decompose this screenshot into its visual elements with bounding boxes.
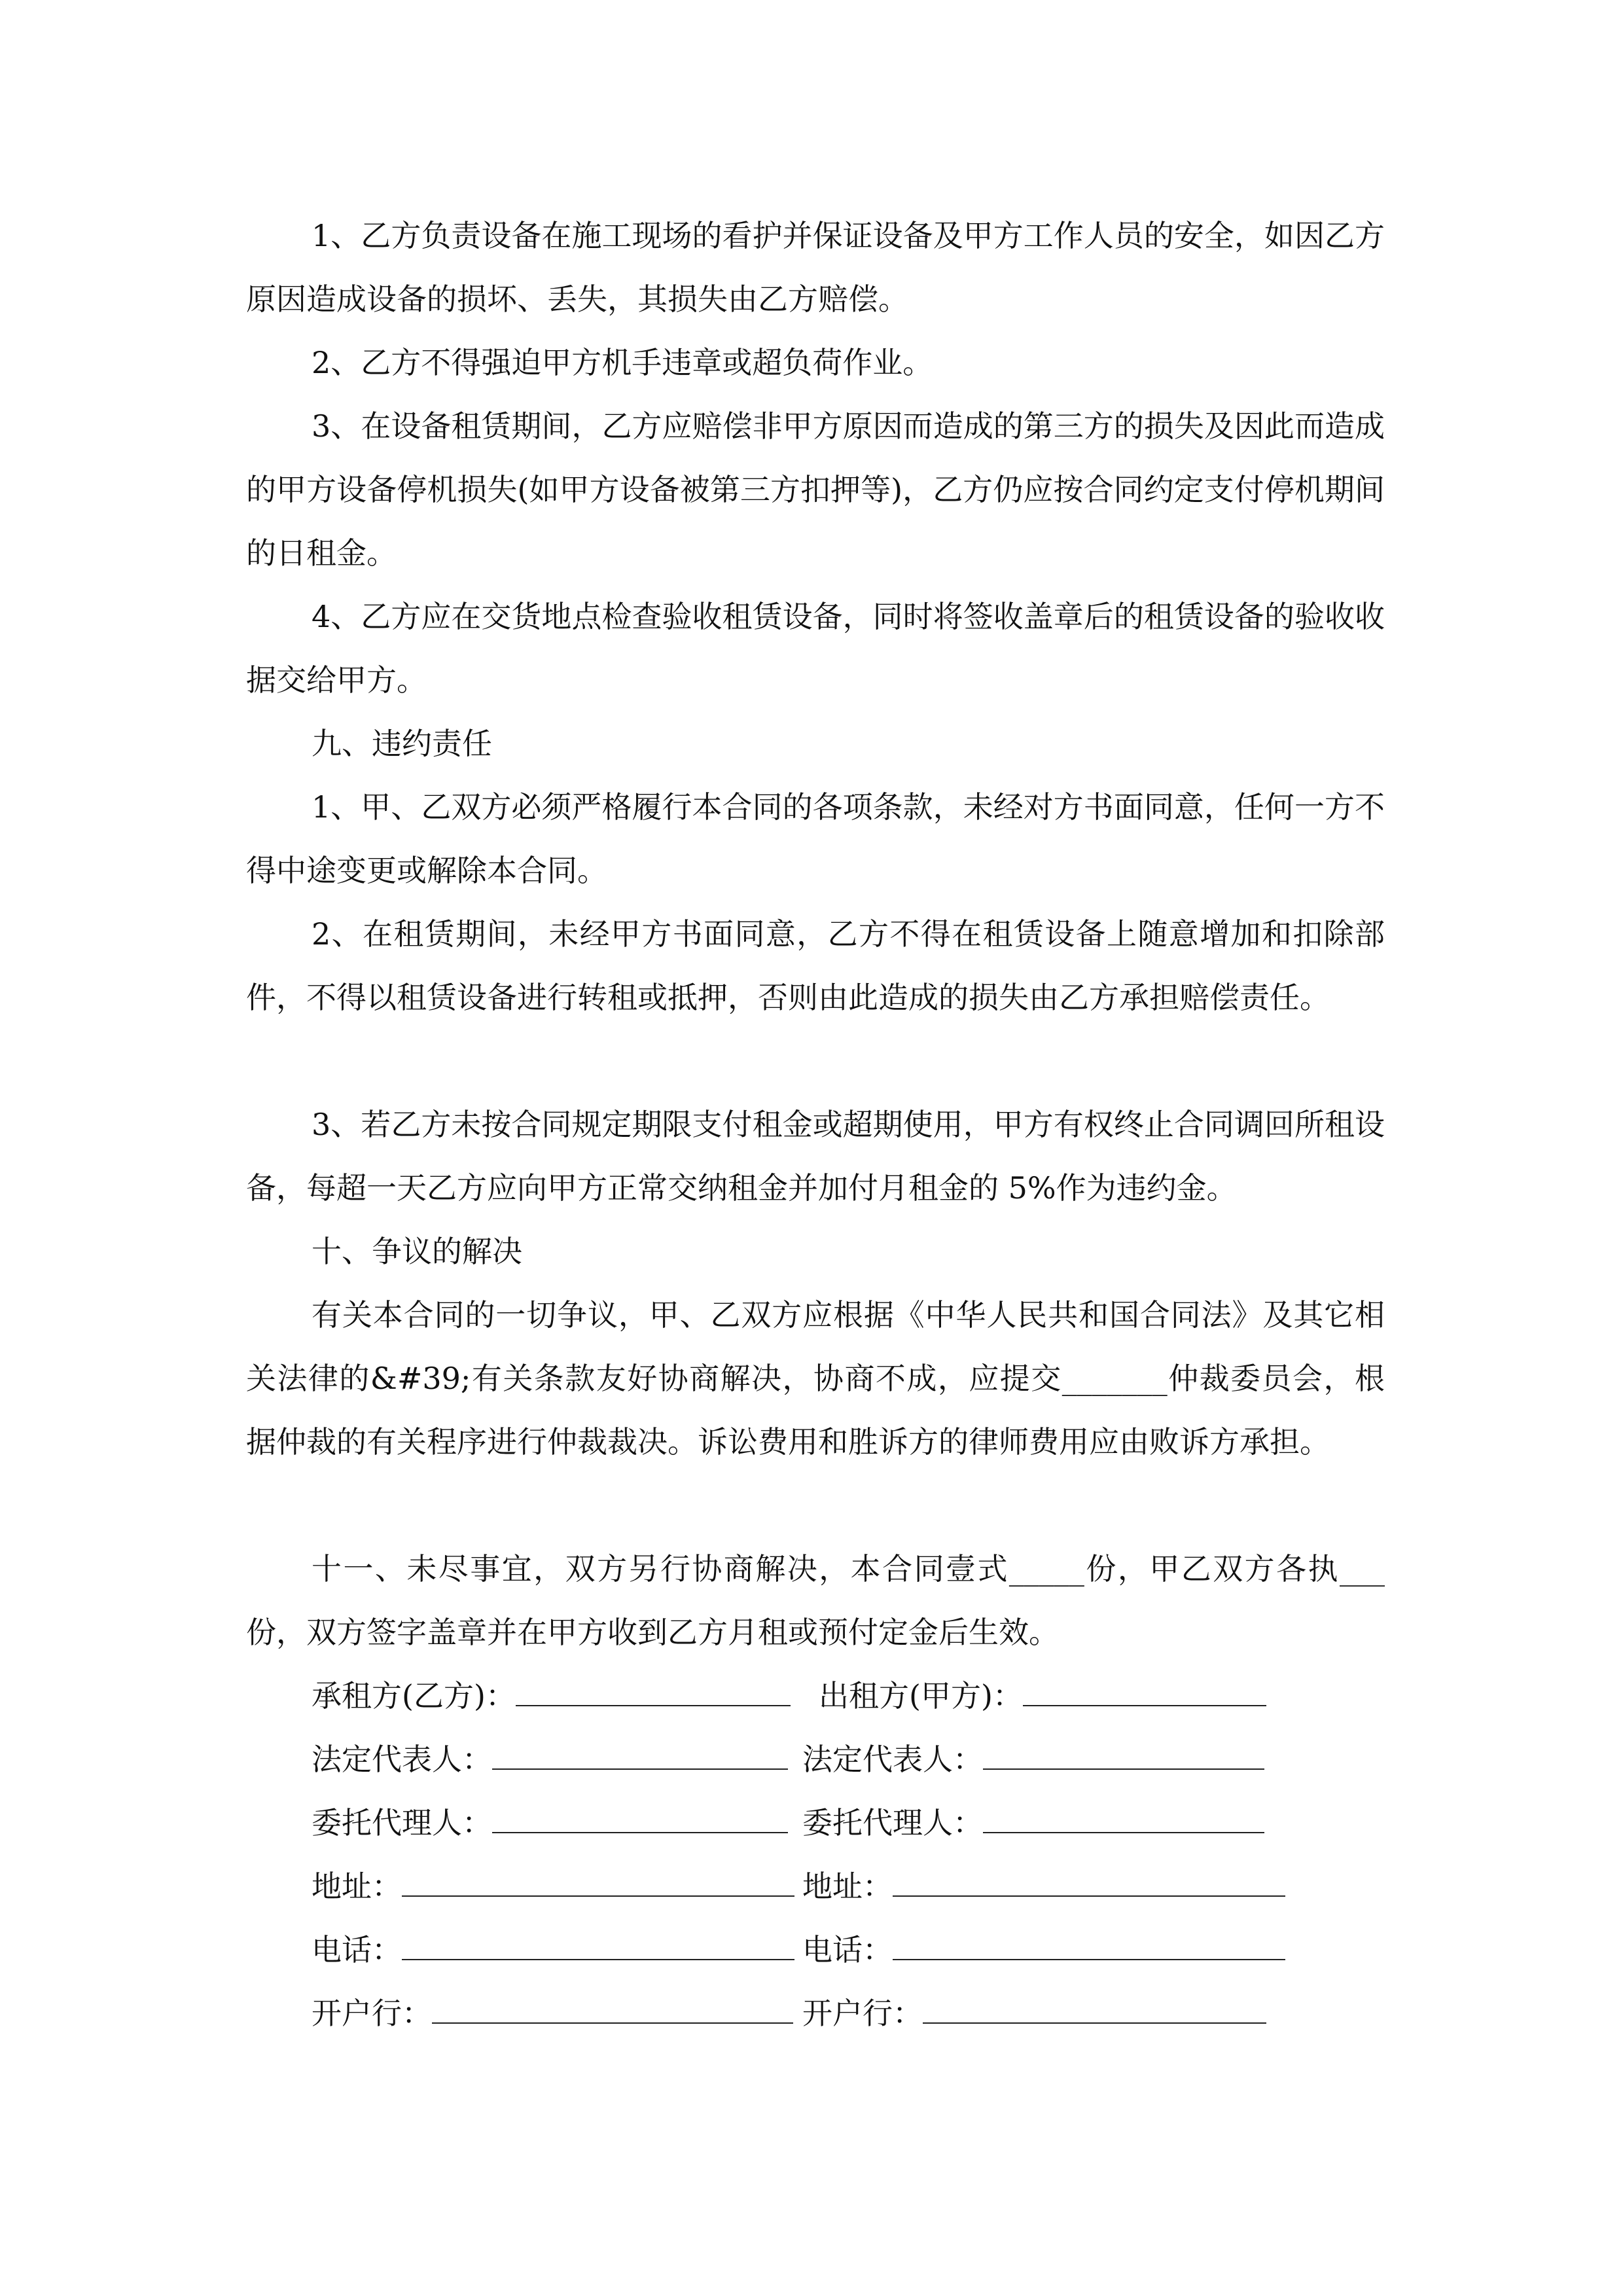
signature-row-agent xyxy=(312,1791,1359,1855)
signature-right xyxy=(802,1791,1264,1855)
phone-blank-right[interactable] xyxy=(893,1920,1285,1960)
signature-right xyxy=(802,1918,1285,1982)
clause-10-body: 有关本合同的一切争议，甲、乙双方应根据《中华人民共和国合同法》及其它相关法律的&#39;有关条款友好协商解决，协商不成，应提交_______仲裁委员会，根据仲裁的有关程序进行仲裁裁决。诉讼费用和胜诉方的律师费用应由败诉方承担。 xyxy=(246,1297,1385,1460)
clause-11: 十一、未尽事宜，双方另行协商解决，本合同壹式_____份，甲乙双方各执___份，双方签字盖章并在甲方收到乙方月租或预付定金后生效。 xyxy=(246,1551,1385,1650)
agent-blank-left[interactable] xyxy=(492,1793,788,1833)
signature-left xyxy=(312,1982,793,2045)
clause-9-1: 1、甲、乙双方必须严格履行本合同的各项条款，未经对方书面同意，任何一方不得中途变更或解除本合同。 xyxy=(246,789,1385,888)
clause-8-3: 3、在设备租赁期间，乙方应赔偿非甲方原因而造成的第三方的损失及因此而造成的甲方设备停机损失(如甲方设备被第三方扣押等)，乙方仍应按合同约定支付停机期间的日租金。 xyxy=(246,408,1385,571)
agent-blank-right[interactable] xyxy=(983,1793,1264,1833)
lessee-blank[interactable] xyxy=(516,1666,791,1706)
bank-blank-left[interactable] xyxy=(432,1983,793,2024)
address-blank-right[interactable] xyxy=(893,1856,1285,1897)
address-blank-left[interactable] xyxy=(402,1856,794,1897)
clause-8-4: 4、乙方应在交货地点检查验收租赁设备，同时将签收盖章后的租赁设备的验收收据交给甲方。 xyxy=(246,599,1385,698)
bank-label-right: 开户行： xyxy=(802,1996,923,2031)
lessor-label: 出租方(甲方)： xyxy=(819,1678,1023,1713)
signature-left xyxy=(312,1855,794,1918)
signature-left xyxy=(312,1664,791,1728)
signature-left xyxy=(312,1728,788,1791)
address-label-right: 地址： xyxy=(802,1869,893,1904)
signature-left xyxy=(312,1791,788,1855)
legal-rep-blank-left[interactable] xyxy=(492,1729,788,1770)
phone-blank-left[interactable] xyxy=(402,1920,794,1960)
signature-right xyxy=(819,1664,1266,1728)
signature-right xyxy=(802,1855,1285,1918)
bank-blank-right[interactable] xyxy=(923,1983,1266,2024)
lessee-label: 承租方(乙方)： xyxy=(312,1678,516,1713)
clause-9-2: 2、在租赁期间，未经甲方书面同意，乙方不得在租赁设备上随意增加和扣除部件，不得以租赁设备进行转租或抵押，否则由此造成的损失由乙方承担赔偿责任。 xyxy=(246,916,1385,1015)
legal-rep-label-left: 法定代表人： xyxy=(312,1742,492,1777)
signature-row-party xyxy=(312,1664,1359,1728)
signature-right xyxy=(802,1728,1264,1791)
signature-row-address xyxy=(312,1855,1359,1918)
legal-rep-label-right: 法定代表人： xyxy=(802,1742,983,1777)
bank-label-left: 开户行： xyxy=(312,1996,432,2031)
section-10-heading: 十、争议的解决 xyxy=(312,1234,522,1269)
signature-row-phone xyxy=(312,1918,1359,1982)
section-9-heading: 九、违约责任 xyxy=(312,726,492,761)
phone-label-left: 电话： xyxy=(312,1932,402,1967)
agent-label-right: 委托代理人： xyxy=(802,1805,983,1840)
phone-label-right: 电话： xyxy=(802,1932,893,1967)
lessor-blank[interactable] xyxy=(1023,1666,1266,1706)
clause-8-2: 2、乙方不得强迫甲方机手违章或超负荷作业。 xyxy=(312,345,933,380)
clause-9-3: 3、若乙方未按合同规定期限支付租金或超期使用，甲方有权终止合同调回所租设备，每超一天乙方应向甲方正常交纳租金并加付月租金的 5%作为违约金。 xyxy=(246,1107,1385,1206)
signature-right xyxy=(802,1982,1266,2045)
signature-row-bank xyxy=(312,1982,1359,2045)
legal-rep-blank-right[interactable] xyxy=(983,1729,1264,1770)
signature-row-legal-rep xyxy=(312,1728,1359,1791)
signature-left xyxy=(312,1918,794,1982)
address-label-left: 地址： xyxy=(312,1869,402,1904)
agent-label-left: 委托代理人： xyxy=(312,1805,492,1840)
clause-8-1: 1、乙方负责设备在施工现场的看护并保证设备及甲方工作人员的安全，如因乙方原因造成设备的损坏、丢失，其损失由乙方赔偿。 xyxy=(246,218,1385,317)
